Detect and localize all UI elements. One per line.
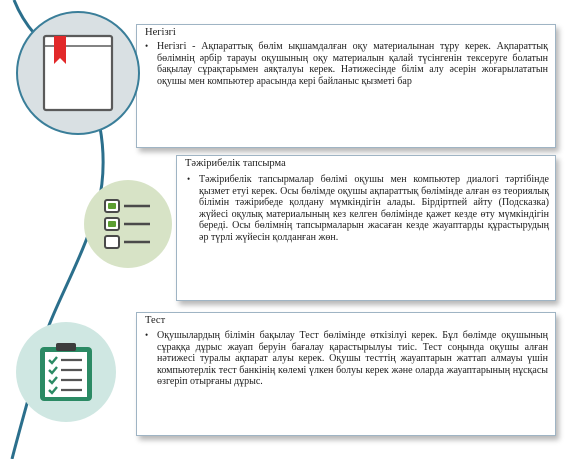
- section-text-test: Оқушылардың білімін бақылау Тест бөлімінде өткізілуі керек. Бұл бөлімде оқушының сұраққа дұрыс жауап беруін бағалау қарастырылуы тиіс. Тест соңында оқушы алған нәтижесі туралы ақпарат алуы керек. Оқушы тесттің жауаптарын жаттап алмауы үшін компьютерлік тест банкінің көлемі үлкен болуы керек және оларда жауаптарының нұсқасы өзгеріп отырғаны дұрыс.: [157, 330, 548, 388]
- bullet-icon: •: [187, 174, 191, 184]
- section-card-main: [136, 24, 556, 148]
- clipboard-checklist-icon: [36, 341, 96, 403]
- section-card-test: [136, 312, 556, 436]
- section-text-main: Негізгі - Ақпараттық бөлім ықшамдалған оқу материалынан тұру керек. Ақпараттық бөлімнің әрбір тарауы оқушының оқу материалын қалай түсінгенін тексеруге болатын бақылау сұрақтарымен аяқталуы керек. Нәтижесінде білім алу әсерін жоғарылататын оқушы мен компьютер арасында кері байланыс қызметі бар: [157, 41, 548, 87]
- section-card-practice: [176, 155, 556, 301]
- bullet-icon: •: [145, 41, 149, 51]
- book-bookmark-icon: [38, 32, 118, 114]
- bullet-icon: •: [145, 330, 149, 340]
- section-title-practice: Тәжірибелік тапсырма: [185, 158, 286, 169]
- section-icon-circle-practice: [84, 180, 172, 268]
- checklist-icon: [100, 196, 156, 252]
- section-icon-circle-test: [16, 322, 116, 422]
- section-text-practice: Тәжірибелік тапсырмалар бөлімі оқушы мен компьютер диалогі тәртібінде қызмет етуі керек. Осы бөлімде оқушы ақпараттық бөлімінде алған өз теориялық білімін тәжірибеде қолдану мүмкіндігін алады. Бірдіртпей айту (Подсказка) жүйесі оқулық материалының кез келген бөлімінде қажет кезде өту мүмкіндігін береді. Осы бөлімнің тапсырмаларын жасаған кезде жауаптарды құрастырудың әр түрлі жүйесін қолданған жөн.: [199, 174, 549, 243]
- section-title-main: Негізгі: [145, 27, 176, 38]
- section-icon-circle-main: [16, 11, 140, 135]
- section-title-test: Тест: [145, 315, 166, 326]
